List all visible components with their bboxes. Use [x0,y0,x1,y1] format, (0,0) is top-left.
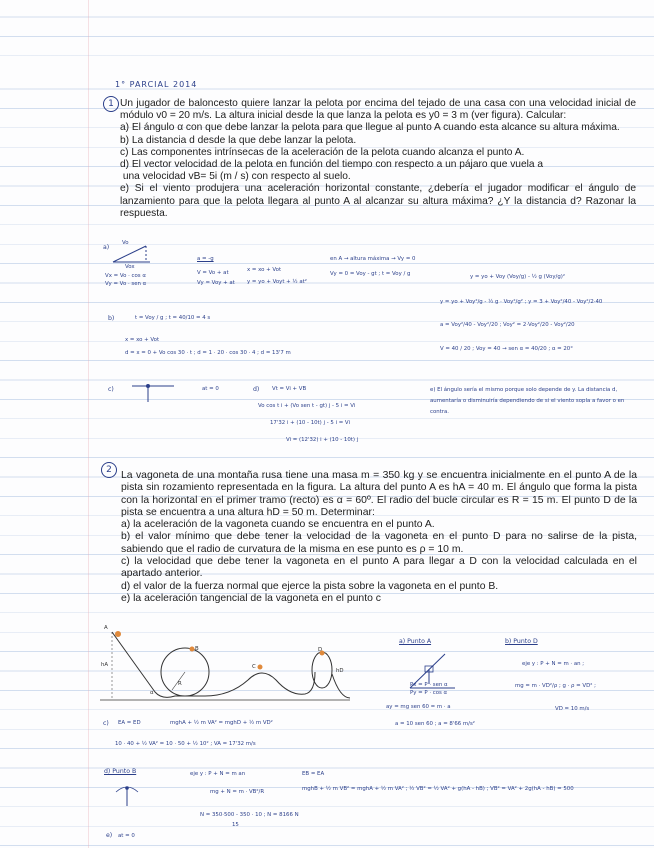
notes1-a-eq8: en A → altura máxima → Vy = 0 [330,256,416,262]
notes1-a-eq7: y = yo + Voyt + ½ at² [247,279,307,285]
velocity-vector-sketch [110,242,160,266]
notes1-a-eq2: Vy = Vo · sen α [105,281,147,287]
problem-2-part-d: d) el valor de la fuerza normal que ejerce la pista sobre la vagoneta en el punto B. [121,580,499,592]
notes2-e-label: e) [106,832,113,839]
notes1-d-eq3: 17'32 i + (10 - 10t) j - 5 i = Vi [270,420,351,426]
notes2-a-eq4: a = 10 sen 60 ; a = 8'66 m/s² [395,721,475,727]
notes1-a-vec: Vo [122,240,129,246]
problem-2-number: 2 [101,462,117,478]
fig-label-R: R [178,681,182,687]
notes2-a-eq2: Py = P · cos α [410,690,448,696]
notes1-d-eq4: Vi = (12'32) i + (10 - 10t) j [286,437,359,443]
notes2-d-eq6: 15 [232,822,239,828]
problem-1-part-d-cont: una velocidad vB= 5i (m / s) con respecto al suelo. [120,171,351,183]
notes2-a-title: a) Punto A [399,638,432,645]
notes2-b-eq2: mg = m · VD²/ρ ; g · ρ = VD² ; [515,683,596,689]
notes1-a-eq12: a = Voy²/40 - Voy²/20 ; Voy² = 2·Voy²/20 - Voy²/20 [440,322,575,328]
notes1-a-eq4: V = Vo + at [197,270,229,276]
problem-2-part-c: c) la velocidad que debe tener la vagoneta en el punto A para llegar a D con la velocidad calculada en el apartado anterior. [121,556,637,580]
problem-2-part-b: b) el valor mínimo que debe tener la velocidad de la vagoneta en el punto D para no salirse de la pista, sabiendo que el radio de curvatura de la misma en ese punto es ρ = 10 m. [121,531,637,555]
notes1-b-eq2: x = xo + Vot [125,337,160,343]
notes2-c-eq1: EA = ED [118,720,141,726]
fig-label-alpha: α [150,690,154,696]
ball-acceleration-sketch [130,382,180,408]
notes2-d-eq4: mghB + ½ m VB² = mghA + ½ m VA² ; ½ VB² = ½ VA² + g(hA - hB) ; VB² = VA² + 2g(hA - hB) = 500 [302,786,574,792]
notes1-d-label: d) [253,386,260,393]
notes1-a-label: a) [103,244,110,251]
problem-2-part-e: e) la aceleración tangencial de la vagoneta en el punto c [121,592,381,604]
problem-1-part-d: d) El vector velocidad de la pelota en función del tiempo con respecto a un pájaro que vuela a [120,159,544,171]
fig-label-hA: hA [101,662,109,668]
notes1-e-note: e) El ángulo sería el mismo porque solo depende de y. La distancia d, aumentaría o disminuiría dependiendo de si el viento sopla a favor o en contra. [430,387,625,415]
notes2-a-eq1: Px = P · sen α [410,682,448,688]
problem-1-part-c: c) Las componentes intrínsecas de la aceleración de la pelota cuando alcanza el punto A. [120,146,525,158]
notes1-a-eq9: Vy = 0 = Voy - gt ; t = Voy / g [330,271,411,277]
notes2-d-eq5: N = 350·500 - 350 · 10 ; N = 8166 N [200,812,299,818]
notes1-d-eq1: Vt = Vi + VB [272,386,307,392]
fig-label-C: C [252,664,256,670]
notes1-a-eq3: a = -g [197,256,214,262]
fig-label-hD: hD [336,668,344,674]
notes2-d-title: d) Punto B [104,768,137,775]
notes1-a-eq11: y = yo + Voy²/g - ½ g · Voy²/g² ; y = 3 + Voy²/40 - Voy²/2·40 [440,299,603,305]
problem-2-part-a: a) la aceleración de la vagoneta cuando se encuentra en el punto A. [121,519,435,531]
notes2-e-eq1: at = 0 [118,833,135,839]
notes1-a-eq1: Vx = Vo · cos α [105,273,146,279]
problem-2-intro: La vagoneta de una montaña rusa tiene una masa m = 350 kg y se encuentra inicialmente en el punto A de la pista sin rozamiento representada en la figura. La altura del punto A es hA = 40 m. El ángulo que forma la pista con la horizontal en el primer tramo (recto) es α = 60º. El radio del bucle circular es R = 15 m. El punto D de la pista se encuentra a una altura hD = 50 m. Determinar: [121,470,637,518]
notes1-a-eq13: V = 40 / 20 ; Voy = 40 → sen α = 40/20 ; α = 20° [440,346,573,352]
exam-header: 1° PARCIAL 2014 [115,80,198,89]
fig-label-D: D [318,647,323,653]
notes1-a-eq10: y = yo + Voy (Voy/g) - ½ g (Voy/g)² [470,274,566,280]
problem-1-intro: Un jugador de baloncesto quiere lanzar la pelota por encima del tejado de una casa con una velocidad inicial de módulo v0 = 20 m/s. La altura inicial desde la que lanza la pelota es y0 = 3 m (ver figura). Calcular: [120,98,636,122]
problem-2-statement [121,470,637,605]
notes1-a-eq5: Vy = Voy + at [197,280,235,286]
cart-marker [115,631,121,637]
fig-label-B: B [195,646,199,652]
notes1-c-label: c) [108,386,114,393]
notes2-d-eq3: EB = EA [302,771,325,777]
notes2-c-eq2: mghA + ½ m VA² = mghD + ½ m VD² [170,720,273,726]
point-b-force-sketch [112,782,142,812]
problem-1-part-a: a) El ángulo α con que debe lanzar la pelota para que llegue al punto A cuando esta alcance su altura máxima. [120,122,620,134]
notes1-a-eq6: x = xo + Vot [247,267,282,273]
problem-1-statement [120,98,636,220]
notes2-d-eq2: mg + N = m · VB²/R [210,789,265,795]
problem-1-part-e: e) Si el viento produjera una aceleración horizontal constante, ¿debería el jugador modificar el ángulo de lanzamiento para que la pelota llegara al punto A al alcanzar su altura máxima? ¿Y la distancia d? Razonar la respuesta. [120,183,636,219]
problem-1-number: 1 [103,96,119,112]
notes1-b-eq1: t = Voy / g ; t = 40/10 = 4 s [135,315,211,321]
notes2-c-eq3: 10 · 40 + ½ VA² = 10 · 50 + ½ 10² ; VA = 17'32 m/s [115,741,256,747]
notes2-a-eq3: ay = mg sen 60 = m · a [386,704,451,710]
notes1-a-comp: Vox [125,264,135,270]
roller-coaster-figure [100,622,355,712]
notes2-b-title: b) Punto D [505,638,538,645]
notes1-c-eq1: at = 0 [202,386,219,392]
notes1-d-eq2: Vo cos t i + (Vo sen t - gt) j - 5 i = Vi [258,403,356,409]
notes2-d-eq1: eje y : P + N = m an [190,771,246,777]
notes1-b-eq3: d = x = 0 + Vo cos 30 · t ; d = 1 · 20 · cos 30 · 4 ; d = 13'7 m [125,350,291,356]
notes2-b-eq1: eje y : P + N = m · an ; [522,661,585,667]
fig-label-A: A [104,625,108,631]
notes2-c-label: c) [103,720,109,727]
notes2-b-eq3: VD = 10 m/s [555,706,590,712]
notes1-b-label: b) [108,315,115,322]
problem-1-part-b: b) La distancia d desde la que debe lanzar la pelota. [120,134,357,146]
